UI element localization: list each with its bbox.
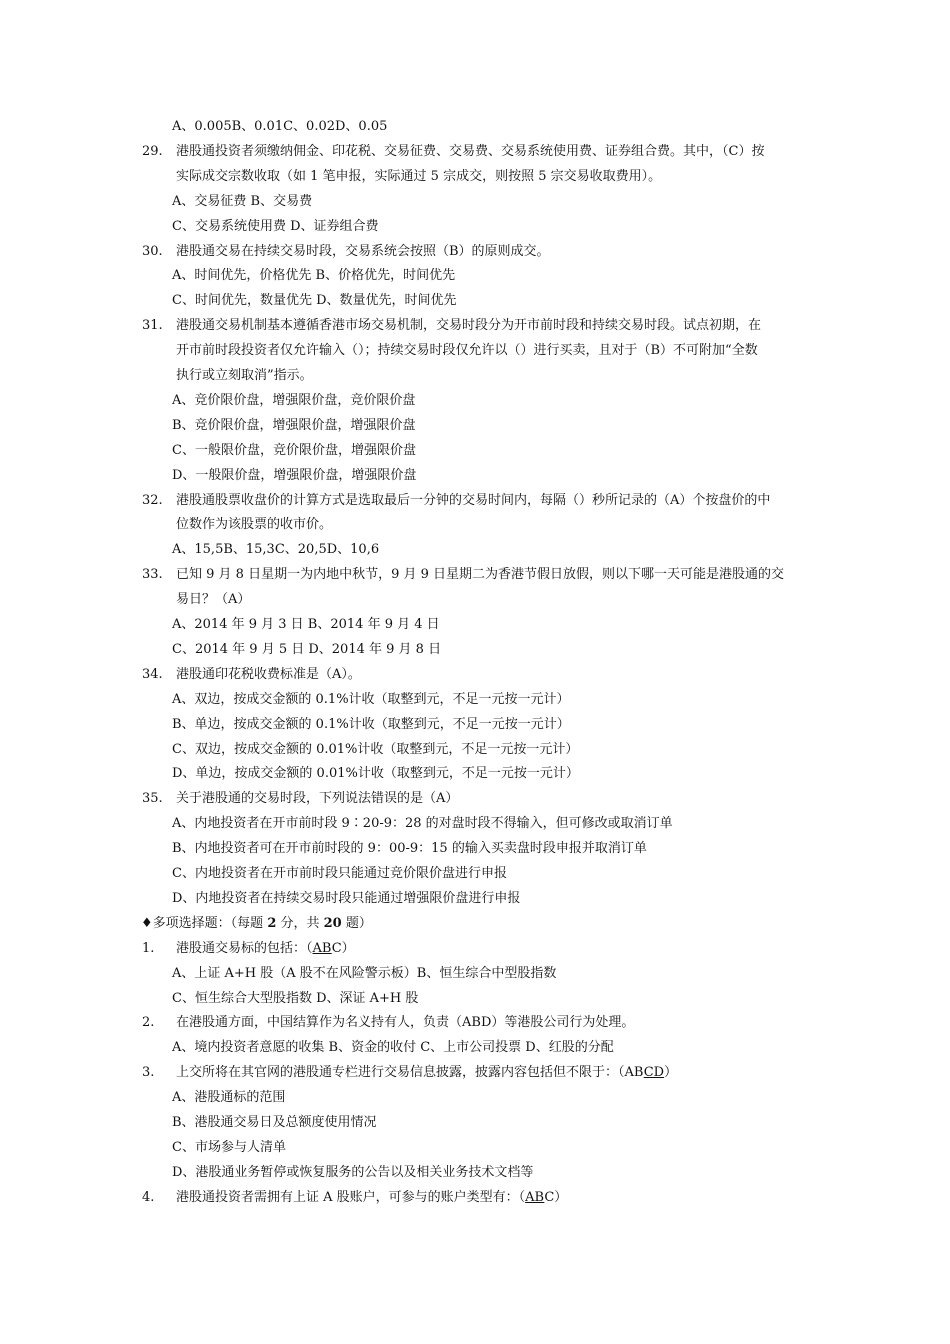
question-text <box>176 1189 567 1207</box>
question-number: 31. <box>142 318 163 334</box>
question-text: 港股通交易机制基本遵循香港市场交易机制，交易时段分为开市前时段和持续交易时段。试点初期，在 <box>176 318 762 334</box>
answer-option: A、竞价限价盘，增强限价盘，竞价限价盘 <box>172 392 416 408</box>
question-text <box>176 1014 634 1032</box>
question-text <box>176 940 355 958</box>
question-text-body: 港股通投资者需拥有上证 A 股账户，可参与的账户类型有：（ <box>176 1189 526 1205</box>
question-text-continued: 实际成交宗数收取（如 1 笔申报，实际通过 5 宗成交，则按照 5 宗交易收取费用）。 <box>176 168 662 184</box>
section-note: （每题 <box>230 915 268 931</box>
question-text-body: 上交所将在其官网的港股通专栏进行交易信息披露，披露内容包括但不限于：（AB <box>176 1065 644 1081</box>
answer-rest: C <box>331 940 342 956</box>
question-text: 已知 9 月 8 日星期一为内地中秋节，9 月 9 日星期二为香港节假日放假，则以下哪一天可能是港股通的交 <box>176 567 785 583</box>
answer-option: C、双边，按成交金额的 0.01%计收（取整到元，不足一元按一元计） <box>172 741 579 757</box>
answer-underlined: AB <box>312 940 332 956</box>
answer-option: A、交易征费 B、交易费 <box>172 193 313 209</box>
question-text-continued: 开市前时段投资者仅允许输入（）；持续交易时段仅允许以（）进行买卖，且对于（B）不可附加“全数 <box>176 343 758 359</box>
question-number: 34. <box>142 666 163 682</box>
answer-option: A、境内投资者意愿的收集 B、资金的收付 C、上市公司投票 D、红股的分配 <box>172 1040 614 1056</box>
question-text: 港股通投资者须缴纳佣金、印花税、交易征费、交易费、交易系统使用费、证券组合费。其中，（C）按 <box>176 143 765 159</box>
answer-rest: C <box>544 1189 555 1205</box>
section-note: 题） <box>341 915 372 931</box>
question-text: 港股通交易在持续交易时段，交易系统会按照（B）的原则成交。 <box>176 243 550 259</box>
question-text-body: 在港股通方面，中国结算作为名义持有人，负责（ABD）等港股公司行为处理。 <box>176 1015 635 1031</box>
question-text: 港股通股票收盘价的计算方式是选取最后一分钟的交易时间内，每隔（）秒所记录的（A）个按盘价的中 <box>176 492 771 508</box>
answer-option: B、竞价限价盘，增强限价盘，增强限价盘 <box>172 417 416 433</box>
question-text-end: ） <box>341 940 355 956</box>
answer-option: A、2014 年 9 月 3 日 B、2014 年 9 月 4 日 <box>172 617 440 632</box>
question-text-end: ） <box>554 1189 568 1205</box>
answer-option: A、双边，按成交金额的 0.1%计收（取整到元，不足一元按一元计） <box>172 691 570 707</box>
answer-option: C、一般限价盘，竞价限价盘，增强限价盘 <box>172 442 416 458</box>
answer-option: D、内地投资者在持续交易时段只能通过增强限价盘进行申报 <box>172 890 521 906</box>
question-number: 4. <box>142 1189 155 1205</box>
answer-option: A、时间优先，价格优先 B、价格优先，时间优先 <box>172 268 456 284</box>
bullet-icon: ♦ <box>141 915 153 931</box>
section-points: 2 <box>267 915 277 931</box>
answer-option: C、恒生综合大型股指数 D、深证 A+H 股 <box>172 990 419 1006</box>
question-text: 港股通印花税收费标准是（A）。 <box>176 666 361 682</box>
question-number: 35. <box>142 791 163 807</box>
answer-option: D、一般限价盘，增强限价盘，增强限价盘 <box>172 467 417 483</box>
question-number: 1. <box>142 940 155 956</box>
question-text: 关于港股通的交易时段，下列说法错误的是（A） <box>176 791 459 807</box>
question-number: 3. <box>142 1065 155 1081</box>
answer-option: A、上证 A+H 股（A 股不在风险警示板）B、恒生综合中型股指数 <box>172 965 557 981</box>
question-number: 2. <box>142 1015 155 1031</box>
answer-option: A、内地投资者在开市前时段 9∶20-9：28 的对盘时段不得输入，但可修改或取消订单 <box>172 816 673 832</box>
question-text-continued: 易日？（A） <box>176 592 251 608</box>
answer-option: A、15,5B、15,3C、20,5D、10,6 <box>172 542 380 558</box>
question-number: 29. <box>142 143 163 159</box>
answer-option: D、单边，按成交金额的 0.01%计收（取整到元，不足一元按一元计） <box>172 766 579 782</box>
question-number: 30. <box>142 243 163 259</box>
answer-option: D、港股通业务暂停或恢复服务的公告以及相关业务技术文档等 <box>172 1164 534 1180</box>
answer-option: C、交易系统使用费 D、证券组合费 <box>172 218 379 234</box>
answer-option: B、港股通交易日及总额度使用情况 <box>172 1115 377 1130</box>
answer-option: C、内地投资者在开市前时段只能通过竞价限价盘进行申报 <box>172 866 507 881</box>
answer-option: C、2014 年 9 月 5 日 D、2014 年 9 月 8 日 <box>172 641 442 657</box>
section-note: 分，共 <box>276 915 324 931</box>
answer-option: B、内地投资者可在开市前时段的 9：00-9：15 的输入买卖盘时段申报并取消订单 <box>172 841 647 857</box>
answer-option: B、单边，按成交金额的 0.1%计收（取整到元，不足一元按一元计） <box>172 716 570 732</box>
question-text <box>176 1064 677 1082</box>
section-count: 20 <box>323 915 342 931</box>
answer-underlined: CD <box>643 1065 665 1081</box>
answer-option: C、时间优先，数量优先 D、数量优先，时间优先 <box>172 293 457 309</box>
question-number: 32. <box>142 492 163 508</box>
question-text-body: 港股通交易标的包括：（ <box>176 940 313 956</box>
question-text-end: ） <box>664 1065 678 1081</box>
answer-option: C、市场参与人清单 <box>172 1139 286 1155</box>
answer-underlined: AB <box>525 1189 545 1205</box>
answer-option: A、港股通标的范围 <box>172 1090 286 1106</box>
question-text-continued: 位数作为该股票的收市价。 <box>176 517 333 533</box>
answer-option: A、0.005B、0.01C、0.02D、0.05 <box>172 119 388 134</box>
section-title: 多项选择题： <box>152 915 231 931</box>
question-text-continued: 执行或立刻取消”指示。 <box>176 368 313 383</box>
section-heading <box>141 915 372 933</box>
question-number: 33. <box>142 567 163 583</box>
